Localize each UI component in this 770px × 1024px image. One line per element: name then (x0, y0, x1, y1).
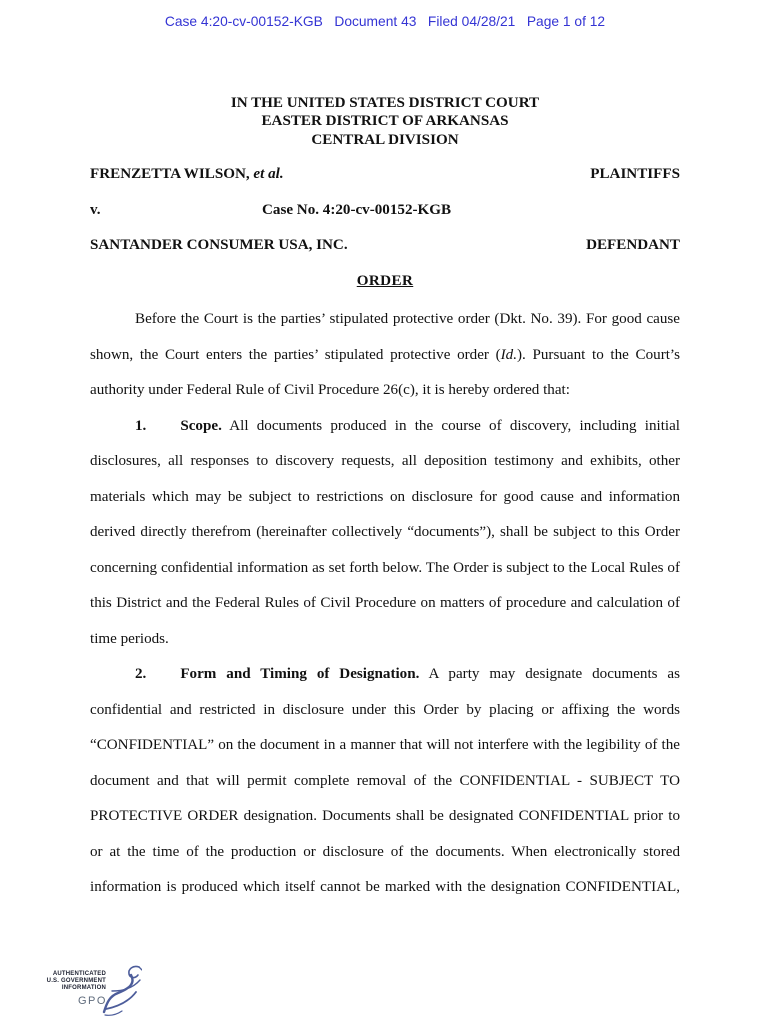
plaintiff-etal: et al. (253, 166, 284, 182)
gpo-eagle-icon (100, 962, 142, 1020)
paragraph-3: 2. Form and Timing of Designation. A party may designate documents as confidential and restricted in disclosure under this Order by placing or affixing the words “CONFIDENTIAL” on the document in a manner that will not interfere with the legibility of the document and that will permit complete removal of the CONFIDENTIAL - SUBJECT TO PROTECTIVE ORDER designation. Documents shall be designated CONFIDENTIAL prior to or at the time of the production or disclosure of the documents. When electronically stored information is produced which itself cannot be marked with the designation CONFIDENTIAL, (90, 666, 680, 895)
gpo-information-line: INFORMATION (61, 985, 106, 991)
caption-defendant-row (90, 237, 680, 273)
versus-label: v. (90, 201, 101, 218)
gpo-government-line: U.S. GOVERNMENT (46, 978, 106, 984)
order-title: ORDER (356, 273, 414, 289)
defendant-role-label: DEFENDANT (586, 237, 680, 253)
heading-line-division: CENTRAL DIVISION (311, 131, 459, 148)
paragraph-2: 1. Scope. All documents produced in the course of discovery, including initial disclosures, all responses to discovery requests, all deposition testimony and exhibits, other materials which may be subject to restrictions on disclosure for good cause and information derived directly therefrom (hereinafter collectively “documents”), shall be subject to this Order concerning confidential information as set forth below. The Order is subject to the Local Rules of this District and the Federal Rules of Civil Procedure on matters of procedure and calculation of time periods. (90, 417, 680, 647)
gpo-label: GPO (78, 995, 107, 1007)
paragraph-1: Before the Court is the parties’ stipulated protective order (Dkt. No. 39). For good cause shown, the Court enters the parties’ stipulated protective order (Id.). Pursuant to the Court’s authority under Federal Rule of Civil Procedure 26(c), it is hereby ordered that: (90, 311, 680, 398)
plaintiff-name: FRENZETTA WILSON, (90, 166, 254, 182)
defendant-name: SANTANDER CONSUMER USA, INC. (90, 237, 348, 253)
caption-plaintiff-row (90, 166, 680, 202)
court-heading (90, 94, 680, 149)
gpo-seal (42, 962, 142, 1020)
heading-line-district: EASTER DISTRICT OF ARKANSAS (261, 113, 509, 130)
gpo-seal-text (42, 971, 106, 992)
case-caption (90, 166, 680, 273)
case-stamp: Case 4:20-cv-00152-KGB Document 43 Filed 04/28/21 Page 1 of 12 (164, 14, 606, 29)
plaintiff-role-label: PLAINTIFFS (590, 166, 680, 182)
caption-case-row (90, 202, 680, 238)
order-body (90, 302, 680, 906)
gpo-authenticated-line: AUTHENTICATED (52, 971, 106, 977)
heading-line-court: IN THE UNITED STATES DISTRICT COURT (230, 95, 540, 111)
case-number: Case No. 4:20-cv-00152-KGB (262, 201, 452, 218)
